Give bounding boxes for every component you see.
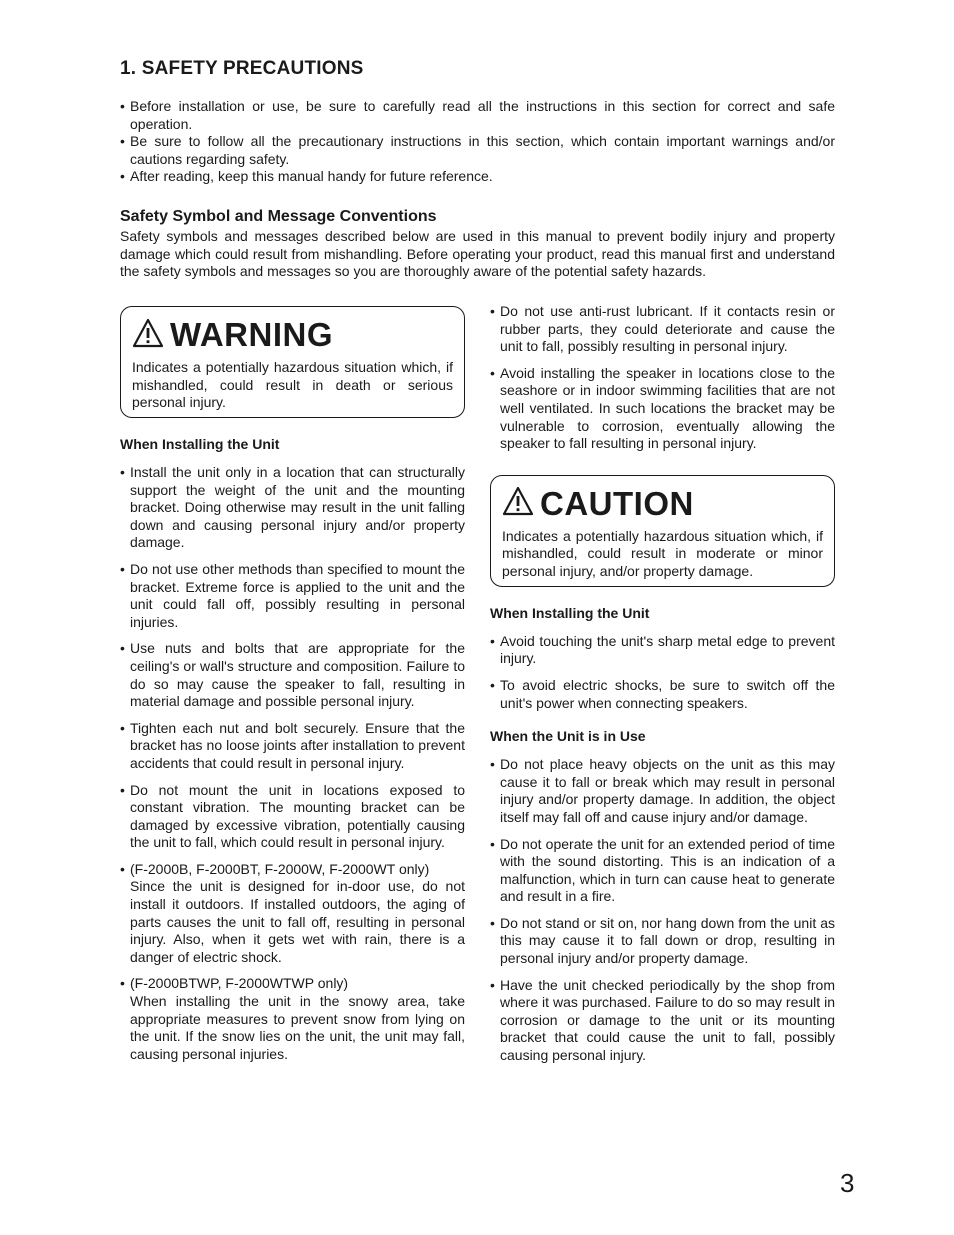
list-item: • Use nuts and bolts that are appropriate for the ceiling's or wall's structure and composition. Failure to do so may cause the speaker to fall, resulting in material damage and possible personal injury. (120, 640, 465, 710)
list-item: • Do not use other methods than specified to mount the bracket. Extreme force is applied to the unit and the unit could fall off, possibly resulting in personal injuries. (120, 561, 465, 631)
warning-label: WARNING (170, 316, 333, 353)
warning-triangle-icon (502, 486, 540, 521)
list-item: • Do not mount the unit in locations exposed to constant vibration. The mounting bracket can be damaged by excessive vibration, potentially causing the unit to fall, which could result in personal injury. (120, 782, 465, 852)
caution-use-heading: When the Unit is in Use (490, 728, 646, 745)
list-item: • Have the unit checked periodically by the shop from where it was purchased. Failure to do so may result in corrosion or damage to the unit or its mounting bracket that could cause the unit to fall, possibly causing personal injury. (490, 977, 835, 1065)
warning-title (132, 313, 453, 357)
warning-triangle-icon (132, 318, 170, 353)
warning-install-list (120, 464, 465, 1063)
warning-description: Indicates a potentially hazardous situation which, if mishandled, could result in death or serious personal injury. (132, 359, 453, 411)
list-item: • Do not operate the unit for an extended period of time with the sound distorting. This is an indication of a malfunction, which in turn can cause heat to generate and result in a fire. (490, 836, 835, 906)
page-title: 1. SAFETY PRECAUTIONS (120, 58, 364, 79)
intro-item: • Before installation or use, be sure to carefully read all the instructions in this section for correct and safe operation. (120, 98, 835, 133)
conventions-heading: Safety Symbol and Message Conventions (120, 208, 437, 225)
caution-use-list (490, 756, 835, 1065)
list-item: • Install the unit only in a location that can structurally support the weight of the unit and the mounting bracket. Doing otherwise may result in the unit falling down and causing personal injury and/or property damage. (120, 464, 465, 552)
list-item: • Avoid installing the speaker in locations close to the seashore or in indoor swimming facilities that are not well ventilated. In such locations the bracket may be vulnerable to corrosion, eventually allowing the speaker to fall resulting in personal injury. (490, 365, 835, 453)
list-item: • (F-2000BTWP, F-2000WTWP only) When installing the unit in the snowy area, take appropriate measures to prevent snow from lying on the unit. If the snow lies on the unit, the unit may fall, causing personal injuries. (120, 975, 465, 1063)
conventions-text: Safety symbols and messages described below are used in this manual to prevent bodily injury and property damage which could result from mishandling. Before operating your product, read this manual first and understand the safety symbols and messages so you are thoroughly aware of the potential safety hazards. (120, 228, 835, 280)
list-item: • Avoid touching the unit's sharp metal edge to prevent injury. (490, 633, 835, 668)
list-item: • To avoid electric shocks, be sure to switch off the unit's power when connecting speakers. (490, 677, 835, 712)
caution-install-heading: When Installing the Unit (490, 604, 650, 621)
caution-description: Indicates a potentially hazardous situation which, if mishandled, could result in moderate or minor personal injury, and/or property damage. (502, 527, 823, 579)
warning-box (120, 306, 465, 418)
intro-item: • After reading, keep this manual handy for future reference. (120, 168, 835, 186)
left-column (120, 306, 465, 1072)
list-item: • Tighten each nut and bolt securely. Ensure that the bracket has no loose joints after installation to prevent accidents that could result in personal injury. (120, 720, 465, 773)
list-item: • (F-2000B, F-2000BT, F-2000W, F-2000WT only) Since the unit is designed for in-door use, do not install it outdoors. If installed outdoors, the aging of parts causes the unit to fall off, resulting in personal injury. Also, when it gets wet with rain, there is a danger of electric shock. (120, 861, 465, 967)
caution-install-list (490, 633, 835, 712)
warning-install-heading: When Installing the Unit (120, 436, 280, 452)
warning-continued-list (490, 303, 835, 453)
page-number: 3 (840, 1168, 855, 1198)
intro-item: • Be sure to follow all the precautionary instructions in this section, which contain important warnings and/or cautions regarding safety. (120, 133, 835, 168)
intro-list (120, 98, 835, 186)
caution-title (502, 482, 823, 526)
caution-box (490, 475, 835, 587)
caution-label: CAUTION (540, 484, 694, 522)
right-column (490, 303, 835, 1074)
list-item: • Do not stand or sit on, nor hang down from the unit as this may cause it to fall down or drop, resulting in personal injury and/or property damage. (490, 915, 835, 968)
list-item: • Do not use anti-rust lubricant. If it contacts resin or rubber parts, they could deteriorate and cause the unit to fall, possibly resulting in personal injury. (490, 303, 835, 356)
list-item: • Do not place heavy objects on the unit as this may cause it to fall or break which may result in personal injury and/or property damage. In addition, the object itself may fall off and cause injury and/or damage. (490, 756, 835, 826)
